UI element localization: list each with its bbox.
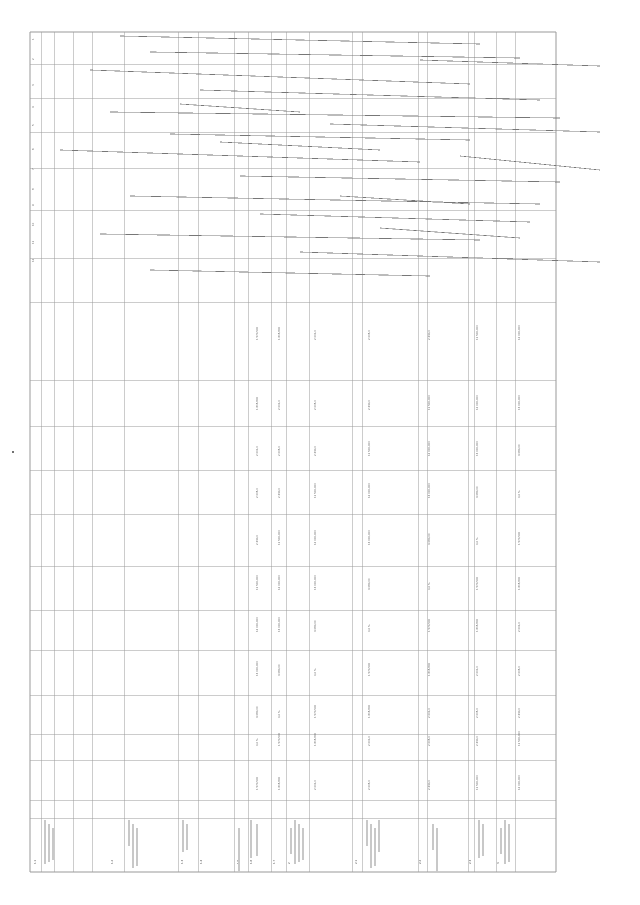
description-text-block xyxy=(256,824,258,856)
description-text-block xyxy=(378,820,380,852)
table-cell-text: 1 570,500 xyxy=(368,662,371,676)
table-cell-text: 4 080,00 xyxy=(314,620,317,632)
table-cell-text: 2 430,0 xyxy=(476,736,479,746)
table-cell-text: 11 500,000 xyxy=(428,395,431,410)
table-cell-text: 1 615,800 xyxy=(368,704,371,718)
handwritten-stroke xyxy=(150,52,520,58)
table-cell-text: 1 570,500 xyxy=(278,732,281,746)
description-text-block xyxy=(436,828,438,872)
table-cell-text: 12 000,000 xyxy=(256,617,259,632)
table-cell-text: 11 500,000 xyxy=(314,483,317,498)
table-cell-text: 0,0 % xyxy=(278,710,281,718)
table-cell-text: 2 001,0 xyxy=(278,400,281,410)
table-cell-text: 2 005,0 xyxy=(518,666,521,676)
table-cell-text: 1.6 xyxy=(250,859,253,864)
table-cell-text: 2 005,0 xyxy=(256,488,259,498)
table-cell-text: 12 000,000 xyxy=(278,575,281,590)
table-cell-text: 11 500,000 xyxy=(278,530,281,545)
table-cell-text: 13 000,000 xyxy=(368,530,371,545)
table-cell-text: 12 000,000 xyxy=(518,775,521,790)
handwritten-stroke xyxy=(420,60,600,66)
table-cell-text: 10 xyxy=(32,222,35,226)
table-cell-text: 2.2 xyxy=(419,859,422,864)
handwritten-stroke xyxy=(330,124,600,132)
description-text-block xyxy=(132,824,134,868)
table-cell-text: 2 430,0 xyxy=(428,780,431,790)
table-cell-text: 13 000,000 xyxy=(256,661,259,676)
table-cell-text: 2 005,0 xyxy=(278,446,281,456)
table-cell-text: 4 080,00 xyxy=(428,533,431,545)
table-cell-text: 2 001,0 xyxy=(518,622,521,632)
handwritten-stroke xyxy=(110,112,560,118)
table-cell-text: 3 xyxy=(497,862,500,864)
table-cell-text: 0,0 % xyxy=(256,738,259,746)
table-cell-text: 2 001,0 xyxy=(428,708,431,718)
table-cell-text: 4 080,00 xyxy=(518,444,521,456)
table-cell-text: 2 xyxy=(32,58,35,60)
table-cell-text: 11 500,000 xyxy=(368,441,371,456)
table-cell-text: 2 005,0 xyxy=(368,780,371,790)
table-cell-text: 2 430,0 xyxy=(278,488,281,498)
description-text-block xyxy=(186,824,188,850)
description-text-block xyxy=(44,820,46,864)
handwritten-stroke xyxy=(120,36,480,44)
table-cell-text: 11 xyxy=(32,240,35,244)
table-cell-text: 2 430,0 xyxy=(256,535,259,545)
table-cell-text: 0,0 % xyxy=(368,624,371,632)
description-text-block xyxy=(508,824,510,862)
handwritten-stroke xyxy=(90,70,470,84)
table-cell-text: 12 000,000 xyxy=(476,395,479,410)
table-cell-text: 0,0 % xyxy=(476,537,479,545)
description-text-block xyxy=(48,824,50,862)
table-cell-text: 2 005,0 xyxy=(476,708,479,718)
description-text-block xyxy=(52,828,54,860)
table-cell-text: 11 500,000 xyxy=(476,325,479,340)
table-cell-text: 2 430,0 xyxy=(368,400,371,410)
table-cell-text: 2 430,0 xyxy=(518,708,521,718)
table-cell-text: 1.3 xyxy=(181,859,184,864)
description-text-block xyxy=(432,824,434,850)
description-text-block xyxy=(290,828,292,854)
table-cell-text: 1 615,800 xyxy=(256,396,259,410)
table-cell-text: 9 xyxy=(32,204,35,206)
description-text-block xyxy=(478,820,480,858)
handwritten-stroke xyxy=(200,90,540,100)
table-cell-text: 1 570,500 xyxy=(518,531,521,545)
description-text-block xyxy=(366,820,368,846)
table-cell-text: 1 570,500 xyxy=(314,704,317,718)
table-cell-text: 1 615,800 xyxy=(314,732,317,746)
table-cell-text: 0,0 % xyxy=(518,490,521,498)
table-cell-text: 2 430,0 xyxy=(428,330,431,340)
table-cell-text: 12 xyxy=(32,258,35,262)
table-cell-text: 1 615,800 xyxy=(278,776,281,790)
table-cell-text: 13 000,000 xyxy=(314,575,317,590)
table-cell-text: 2 005,0 xyxy=(314,400,317,410)
table-cell-text: 1 570,500 xyxy=(476,576,479,590)
table-cell-text: 1 615,800 xyxy=(428,662,431,676)
handwritten-stroke xyxy=(170,134,470,140)
table-cell-text: 2 001,0 xyxy=(476,666,479,676)
table-cell-text: 1.1 xyxy=(34,859,37,864)
table-cell-text: 2 430,0 xyxy=(314,446,317,456)
table-cell-text: 11 500,000 xyxy=(476,775,479,790)
table-cell-text: 11 500,000 xyxy=(256,575,259,590)
table-cell-text: 12 000,000 xyxy=(518,325,521,340)
handwritten-stroke xyxy=(130,196,540,204)
table-cell-text: 2 001,0 xyxy=(314,780,317,790)
table-cell-text: 13 000,000 xyxy=(476,441,479,456)
table-cell-text: 1 615,800 xyxy=(518,576,521,590)
handwritten-stroke xyxy=(240,176,560,182)
table-cell-text: 0,0 % xyxy=(428,582,431,590)
handwritten-stroke xyxy=(300,252,600,262)
table-cell-text: 1 xyxy=(32,38,35,40)
description-text-block xyxy=(298,824,300,862)
description-text-block xyxy=(136,828,138,866)
description-text-block xyxy=(182,820,184,852)
description-text-block xyxy=(374,828,376,866)
table-cell-text: 8 xyxy=(32,188,35,190)
handwritten-stroke xyxy=(100,234,480,240)
table-cell-text: 4 xyxy=(32,106,35,108)
table-cell-text: 1 570,500 xyxy=(256,326,259,340)
table-cell-text: 4 080,00 xyxy=(256,706,259,718)
table-cell-text: 2 005,0 xyxy=(428,736,431,746)
scan-speck xyxy=(12,451,14,453)
table-cell-text: 3 xyxy=(32,84,35,86)
table-cell-text: 1.7 xyxy=(273,859,276,864)
table-cell-text: 2 001,0 xyxy=(256,446,259,456)
table-cell-text: 1 615,800 xyxy=(278,326,281,340)
table-cell-text: 11 500,000 xyxy=(518,731,521,746)
table-cell-text: 5 xyxy=(32,124,35,126)
handwritten-stroke xyxy=(380,228,520,238)
table-cell-text: 13 000,000 xyxy=(428,483,431,498)
table-cell-text: 1.2 xyxy=(111,859,114,864)
table-cell-text: 13 000,000 xyxy=(278,617,281,632)
handwritten-stroke xyxy=(60,150,420,162)
table-cell-text: 0,0 % xyxy=(314,668,317,676)
description-text-block xyxy=(500,828,502,854)
table-cell-text: 7 xyxy=(32,168,35,170)
table-cell-text: 1 570,500 xyxy=(428,618,431,632)
handwritten-stroke xyxy=(220,142,380,150)
table-cell-text: 1 615,800 xyxy=(476,618,479,632)
table-cell-text: 12 000,000 xyxy=(314,530,317,545)
table-cell-text: 2 xyxy=(288,862,291,864)
handwritten-stroke xyxy=(260,214,530,222)
description-text-block xyxy=(302,828,304,860)
description-text-block xyxy=(294,820,296,864)
table-cell-text: 2 005,0 xyxy=(368,330,371,340)
table-cell-text: 1 570,500 xyxy=(256,776,259,790)
description-text-block xyxy=(238,828,240,872)
description-text-block xyxy=(250,820,252,858)
table-cell-text: 4 080,00 xyxy=(368,578,371,590)
table-cell-text: 2 001,0 xyxy=(368,736,371,746)
table-cell-text: 4 080,00 xyxy=(476,486,479,498)
description-text-block xyxy=(128,820,130,846)
table-cell-text: 6 xyxy=(32,148,35,150)
table-cell-text: 1.4 xyxy=(200,859,203,864)
table-cell-text: 2 001,0 xyxy=(314,330,317,340)
table-cell-text: 13 000,000 xyxy=(518,395,521,410)
handwritten-stroke xyxy=(340,196,470,204)
description-text-block xyxy=(482,824,484,856)
handwritten-stroke xyxy=(150,270,430,276)
description-text-block xyxy=(370,824,372,868)
table-cell-text: 2.1 xyxy=(355,859,358,864)
table-cell-text: 4 080,00 xyxy=(278,664,281,676)
description-text-block xyxy=(504,820,506,864)
table-cell-text: 12 000,000 xyxy=(368,483,371,498)
table-cell-text: 12 000,000 xyxy=(428,441,431,456)
table-cell-text: 2.3 xyxy=(469,859,472,864)
